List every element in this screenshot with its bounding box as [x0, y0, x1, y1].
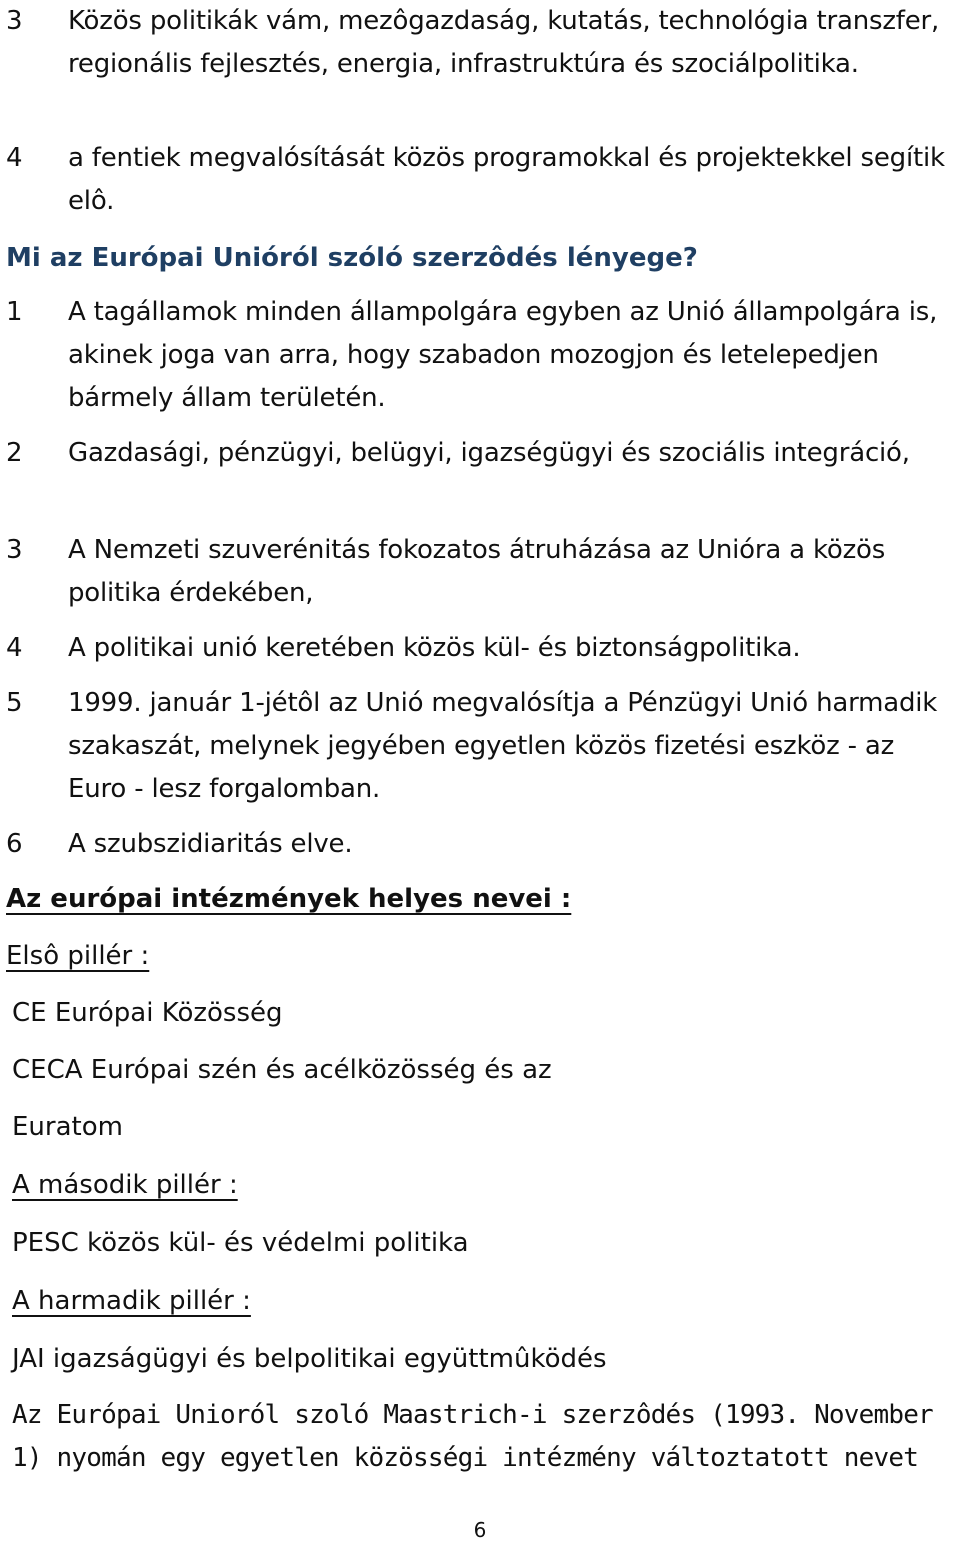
list-item	[6, 291, 946, 420]
list-number: 6	[6, 829, 23, 859]
pillar-2-label: A második pillér :	[12, 1170, 238, 1200]
list-text: a fentiek megvalósítását közös programokkal és projektekkel segítik elô.	[68, 143, 945, 216]
pillar-1-line: CE Európai Közösség	[12, 998, 283, 1028]
list-number: 5	[6, 688, 23, 718]
page-number: 6	[473, 1518, 487, 1542]
list-item	[6, 627, 946, 670]
list-item	[6, 432, 946, 475]
pillar-2-line: PESC közös kül- és védelmi politika	[12, 1228, 469, 1258]
list-item	[6, 529, 946, 615]
pillar-3-label: A harmadik pillér :	[12, 1286, 251, 1316]
pillar-1-line: Euratom	[12, 1112, 123, 1142]
list-item	[6, 682, 946, 811]
closing-paragraph: Az Európai Unioról szoló Maastrich-i szerzôdés (1993. November 1) nyomán egy egyetlen közösségi intézmény változtatott nevet	[12, 1400, 933, 1473]
list-number: 2	[6, 438, 23, 468]
pillar-1-label: Elsô pillér :	[6, 941, 150, 971]
list-item	[6, 137, 946, 223]
list-text: Közös politikák vám, mezôgazdaság, kutatás, technológia transzfer, regionális fejlesztés, energia, infrastruktúra és szociálpolitika.	[68, 6, 940, 79]
pillar-1-line: CECA Európai szén és acélközösség és az	[12, 1055, 552, 1085]
question-heading: Mi az Európai Unióról szóló szerzôdés lényege?	[6, 243, 698, 273]
pillar-3-line: JAI igazságügyi és belpolitikai együttmûködés	[12, 1344, 607, 1374]
list-text: A szubszidiaritás elve.	[68, 829, 353, 859]
list-number: 3	[6, 6, 23, 36]
list-text: A Nemzeti szuverénitás fokozatos átruházása az Unióra a közös politika érdekében,	[68, 535, 886, 608]
list-text: Gazdasági, pénzügyi, belügyi, igazségügyi és szociális integráció,	[68, 438, 910, 468]
list-number: 4	[6, 143, 23, 173]
list-number: 3	[6, 535, 23, 565]
list-text: A politikai unió keretében közös kül- és biztonságpolitika.	[68, 633, 801, 663]
institutions-heading: Az európai intézmények helyes nevei :	[6, 884, 572, 914]
list-item	[6, 823, 946, 866]
list-number: 4	[6, 633, 23, 663]
list-text: A tagállamok minden állampolgára egyben az Unió állampolgára is, akinek joga van arra, hogy szabadon mozogjon és letelepedjen bármely állam területén.	[68, 297, 938, 413]
list-number: 1	[6, 297, 23, 327]
list-text: 1999. január 1-jétôl az Unió megvalósítja a Pénzügyi Unió harmadik szakaszát, melynek jegyében egyetlen közös fizetési eszköz - az Euro - lesz forgalomban.	[68, 688, 938, 804]
list-item	[6, 0, 946, 86]
